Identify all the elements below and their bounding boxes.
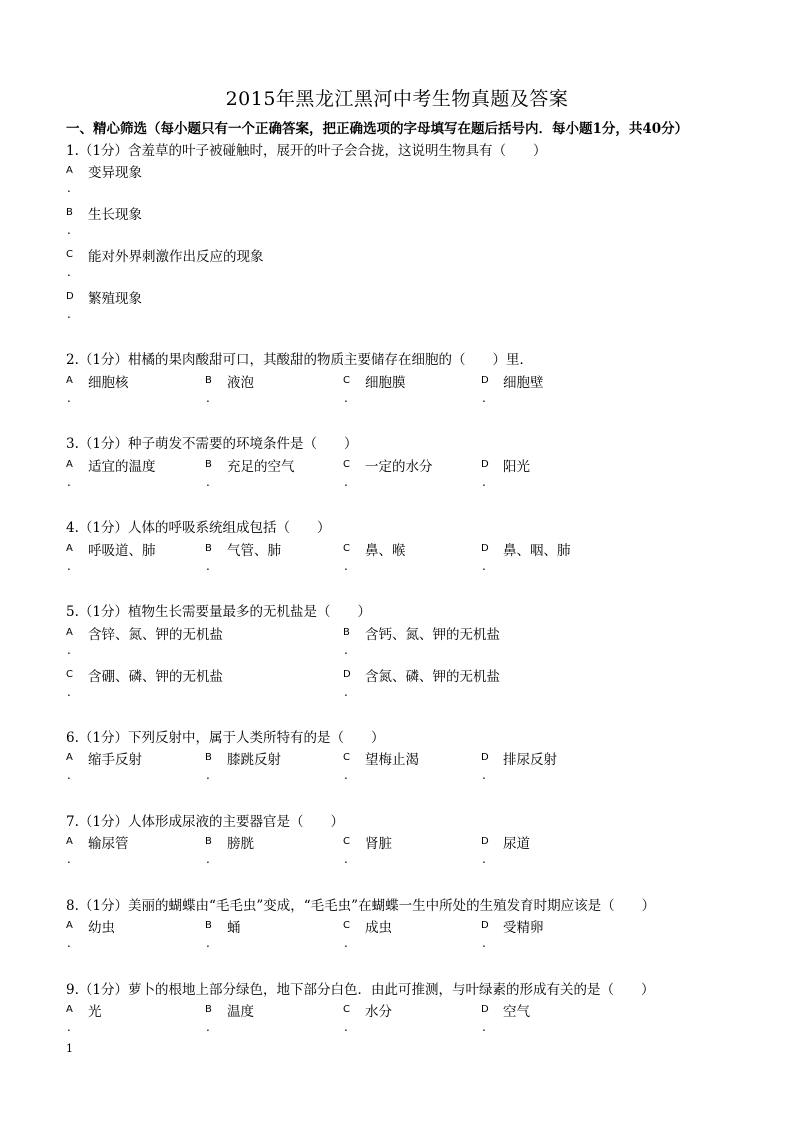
option-dot: . (67, 559, 71, 573)
option-dot: . (67, 852, 71, 866)
question-stem: 2.（1分）柑橘的果肉酸甜可口，其酸甜的物质主要储存在细胞的（ ）里． (66, 352, 533, 368)
option-dot: . (206, 852, 210, 866)
question-stem: 6.（1分）下列反射中，属于人类所特有的是（ ） (66, 730, 385, 746)
option-text: 鼻、咽、肺 (503, 543, 571, 559)
option-dot: . (344, 643, 348, 657)
option-text: 能对外界刺激作出反应的现象 (88, 249, 264, 265)
option-text: 肾脏 (365, 836, 392, 852)
option-text: 幼虫 (88, 920, 115, 936)
option-letter: C (343, 836, 350, 847)
option-dot: . (344, 391, 348, 405)
option-dot: . (67, 768, 71, 782)
option-text: 繁殖现象 (88, 291, 142, 307)
option-text: 变异现象 (88, 165, 142, 181)
option-letter: B (205, 752, 212, 763)
option-dot: . (67, 391, 71, 405)
option-letter: D (481, 920, 489, 931)
option-text: 含锌、氮、钾的无机盐 (88, 627, 223, 643)
option-text: 温度 (227, 1004, 254, 1020)
option-text: 膀胱 (227, 836, 254, 852)
option-letter: B (205, 920, 212, 931)
option-letter: A (66, 920, 73, 931)
option-text: 尿道 (503, 836, 530, 852)
option-text: 望梅止渴 (365, 752, 419, 768)
option-dot: . (344, 1020, 348, 1034)
question-stem: 1.（1分）含羞草的叶子被碰触时，展开的叶子会合拢，这说明生物具有（ ） (66, 143, 547, 159)
option-dot: . (482, 768, 486, 782)
option-letter: B (205, 459, 212, 470)
option-letter: D (481, 543, 489, 554)
option-text: 阳光 (503, 459, 530, 475)
option-dot: . (344, 852, 348, 866)
option-dot: . (67, 223, 71, 237)
option-text: 生长现象 (88, 207, 142, 223)
option-dot: . (482, 936, 486, 950)
option-dot: . (482, 559, 486, 573)
option-text: 鼻、喉 (365, 543, 406, 559)
option-letter: A (66, 165, 73, 176)
option-dot: . (206, 475, 210, 489)
option-letter: A (66, 627, 73, 638)
option-letter: A (66, 543, 73, 554)
option-text: 一定的水分 (365, 459, 433, 475)
option-letter: C (343, 1004, 350, 1015)
option-dot: . (67, 307, 71, 321)
option-dot: . (67, 181, 71, 195)
option-dot: . (206, 391, 210, 405)
option-dot: . (67, 475, 71, 489)
option-dot: . (344, 936, 348, 950)
option-letter: B (66, 207, 73, 218)
option-letter: B (205, 543, 212, 554)
option-letter: D (66, 291, 74, 302)
option-letter: B (343, 627, 350, 638)
option-text: 含硼、磷、钾的无机盐 (88, 669, 223, 685)
option-text: 液泡 (227, 375, 254, 391)
option-dot: . (482, 391, 486, 405)
option-text: 膝跳反射 (227, 752, 281, 768)
option-letter: C (66, 249, 73, 260)
option-letter: B (205, 375, 212, 386)
option-text: 气管、肺 (227, 543, 281, 559)
option-text: 成虫 (365, 920, 392, 936)
option-dot: . (206, 936, 210, 950)
option-letter: B (205, 836, 212, 847)
option-dot: . (344, 559, 348, 573)
option-dot: . (344, 768, 348, 782)
option-dot: . (482, 852, 486, 866)
option-letter: C (343, 920, 350, 931)
question-stem: 3.（1分）种子萌发不需要的环境条件是（ ） (66, 436, 358, 452)
option-text: 水分 (365, 1004, 392, 1020)
option-letter: C (343, 459, 350, 470)
option-letter: A (66, 375, 73, 386)
option-letter: C (66, 669, 73, 680)
option-letter: B (205, 1004, 212, 1015)
option-text: 适宜的温度 (88, 459, 156, 475)
option-letter: A (66, 752, 73, 763)
option-text: 缩手反射 (88, 752, 142, 768)
option-letter: D (481, 375, 489, 386)
option-dot: . (206, 559, 210, 573)
question-stem: 5.（1分）植物生长需要量最多的无机盐是（ ） (66, 604, 371, 620)
option-dot: . (344, 475, 348, 489)
option-letter: A (66, 459, 73, 470)
question-stem: 9.（1分）萝卜的根地上部分绿色，地下部分白色．由此可推测，与叶绿素的形成有关的是（ ） (66, 982, 655, 998)
option-text: 蛹 (227, 920, 241, 936)
option-dot: . (67, 685, 71, 699)
option-text: 光 (88, 1004, 102, 1020)
option-letter: C (343, 543, 350, 554)
option-dot: . (67, 265, 71, 279)
option-text: 排尿反射 (503, 752, 557, 768)
question-stem: 8.（1分）美丽的蝴蝶由“毛毛虫”变成，“毛毛虫”在蝴蝶一生中所处的生殖发育时期应该是（ ） (66, 898, 656, 914)
option-text: 受精卵 (503, 920, 544, 936)
question-stem: 4.（1分）人体的呼吸系统组成包括（ ） (66, 520, 331, 536)
option-dot: . (67, 643, 71, 657)
option-text: 空气 (503, 1004, 530, 1020)
question-stem: 7.（1分）人体形成尿液的主要器官是（ ） (66, 814, 344, 830)
option-text: 输尿管 (88, 836, 129, 852)
option-letter: D (481, 836, 489, 847)
option-text: 含氮、磷、钾的无机盐 (365, 669, 500, 685)
option-dot: . (344, 685, 348, 699)
option-text: 细胞核 (88, 375, 129, 391)
option-text: 细胞壁 (503, 375, 544, 391)
option-letter: D (481, 1004, 489, 1015)
option-letter: C (343, 375, 350, 386)
option-dot: . (482, 475, 486, 489)
document-title: 2015年黑龙江黑河中考生物真题及答案 (225, 88, 569, 110)
option-dot: . (482, 1020, 486, 1034)
option-letter: D (343, 669, 351, 680)
option-dot: . (206, 768, 210, 782)
option-letter: C (343, 752, 350, 763)
section-header: 一、精心筛选（每小题只有一个正确答案，把正确选项的字母填写在题后括号内．每小题1分，共40分） (66, 121, 689, 137)
option-dot: . (206, 1020, 210, 1034)
option-letter: D (481, 459, 489, 470)
option-text: 细胞膜 (365, 375, 406, 391)
option-letter: A (66, 836, 73, 847)
option-text: 含钙、氮、钾的无机盐 (365, 627, 500, 643)
option-letter: A (66, 1004, 73, 1015)
option-letter: D (481, 752, 489, 763)
option-text: 充足的空气 (227, 459, 295, 475)
option-text: 呼吸道、肺 (88, 543, 156, 559)
page-number: 1 (66, 1042, 73, 1055)
option-dot: . (67, 1020, 71, 1034)
option-dot: . (67, 936, 71, 950)
